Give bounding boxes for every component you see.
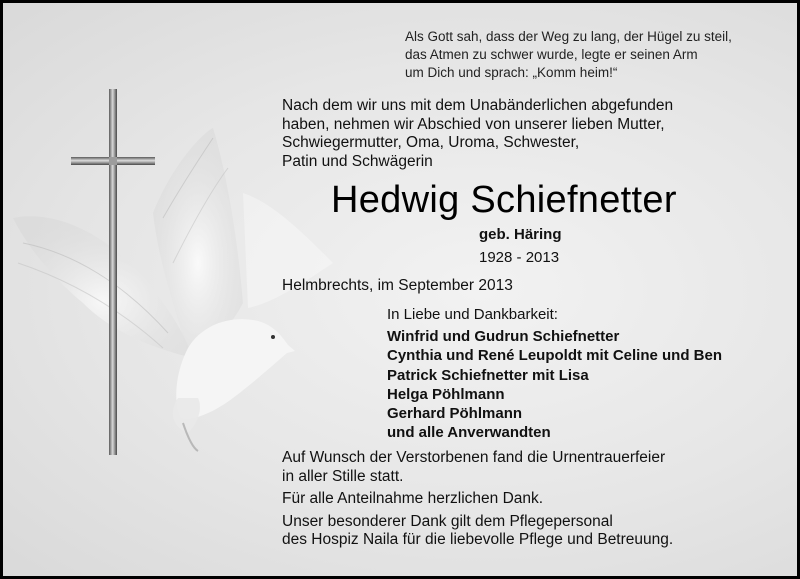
deceased-name: Hedwig Schiefnetter <box>331 179 677 221</box>
mourners-list <box>387 327 722 443</box>
intro-line: Nach dem wir uns mit dem Unabänderlichen abgefunden <box>282 97 674 114</box>
mourner-name: Gerhard Pöhlmann <box>387 405 523 423</box>
closing-paragraph-1 <box>282 449 673 486</box>
closing-paragraph-3 <box>282 513 673 550</box>
closing-line: Auf Wunsch der Verstorbenen fand die Urnentrauerfeier <box>282 449 666 466</box>
verse-line: Als Gott sah, dass der Weg zu lang, der Hügel zu steil, <box>405 29 732 44</box>
intro-line: Schwiegermutter, Oma, Uroma, Schwester, <box>282 134 580 151</box>
verse-line: um Dich und sprach: „Komm heim!“ <box>405 65 618 80</box>
verse-line: das Atmen zu schwer wurde, legte er seinen Arm <box>405 47 698 62</box>
mourner-name: Helga Pöhlmann <box>387 385 505 403</box>
intro-text <box>282 97 673 171</box>
mourner-name: Cynthia und René Leupoldt mit Celine und Ben <box>387 347 723 365</box>
mourners-label: In Liebe und Dankbarkeit: <box>387 306 558 323</box>
closing-text <box>282 449 673 554</box>
intro-line: haben, nehmen wir Abschied von unserer lieben Mutter, <box>282 115 665 133</box>
mourner-name: Patrick Schiefnetter mit Lisa <box>387 366 589 384</box>
bible-verse <box>405 28 732 82</box>
place-date: Helmbrechts, im September 2013 <box>282 277 513 294</box>
closing-line: des Hospiz Naila für die liebevolle Pflege und Betreuung. <box>282 531 674 548</box>
mourner-name: und alle Anverwandten <box>387 424 551 442</box>
mourner-name: Winfrid und Gudrun Schiefnetter <box>387 328 620 345</box>
closing-line: Unser besonderer Dank gilt dem Pflegepersonal <box>282 512 613 530</box>
closing-line: in aller Stille statt. <box>282 467 404 485</box>
intro-line: Patin und Schwägerin <box>282 152 433 170</box>
life-years: 1928 - 2013 <box>479 249 560 266</box>
birth-name: geb. Häring <box>479 226 562 243</box>
closing-paragraph-2: Für alle Anteilnahme herzlichen Dank. <box>282 490 544 507</box>
